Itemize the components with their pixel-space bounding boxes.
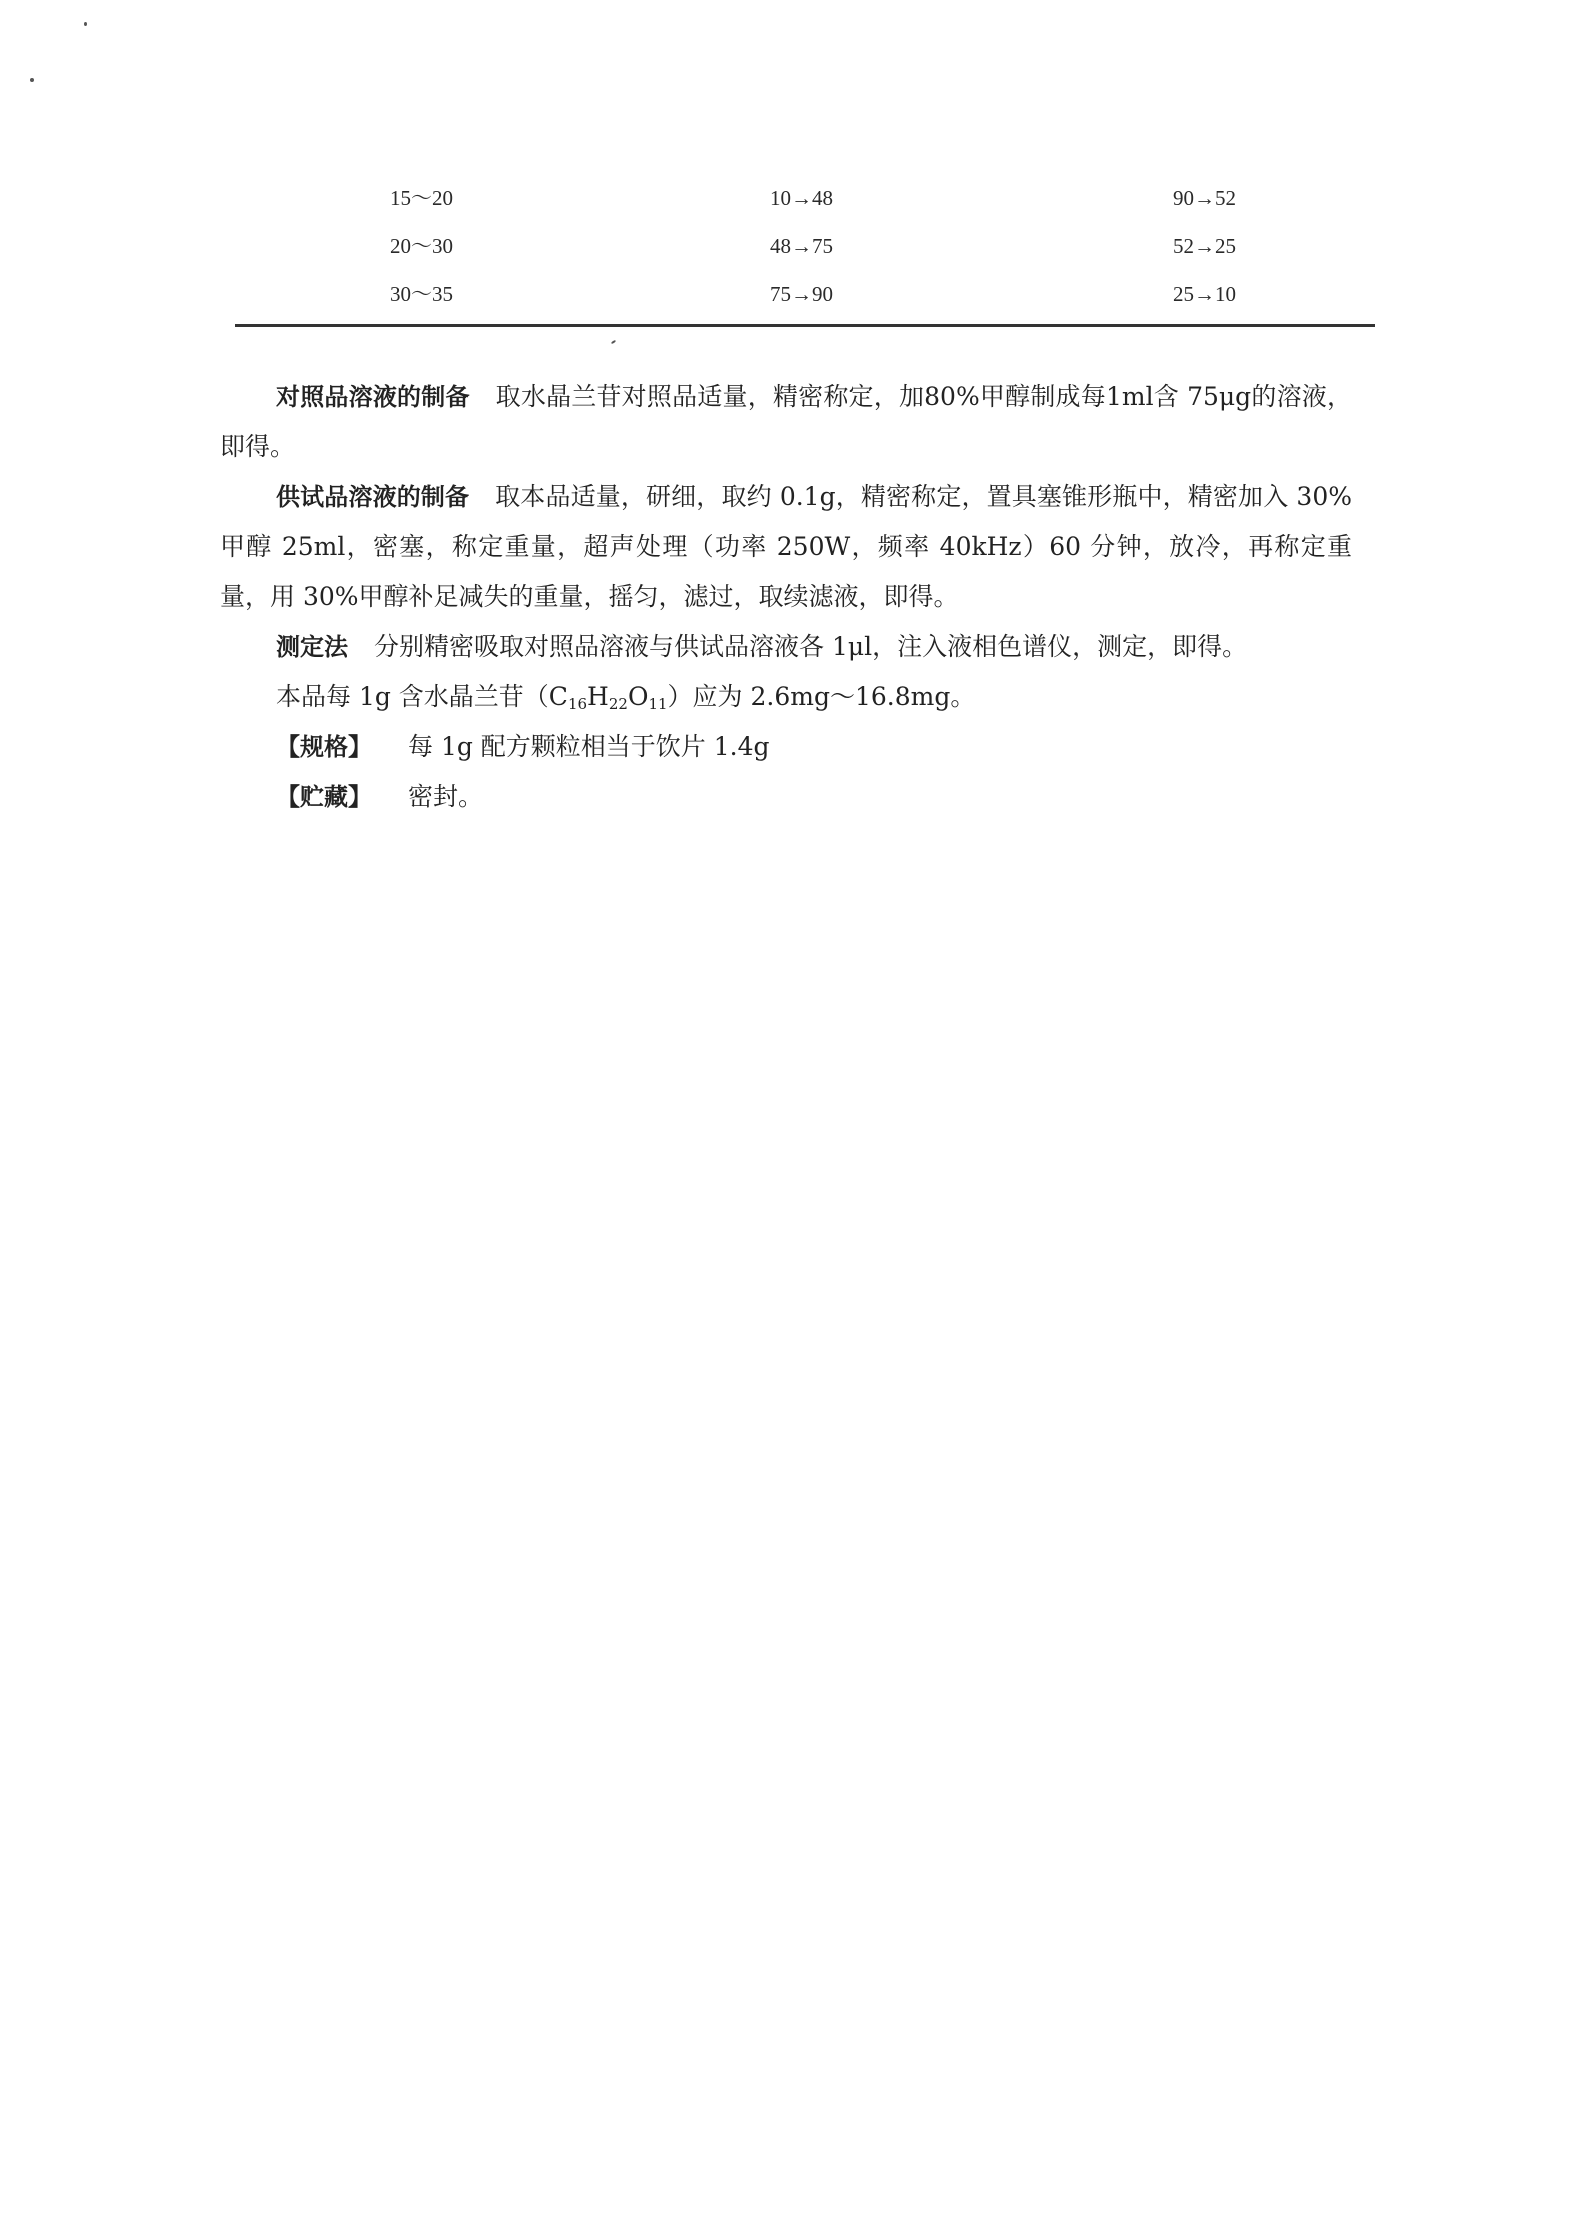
specification-text: 每 1g 配方颗粒相当于饮片 1.4g [408, 732, 770, 761]
time-cell: 20～30 [390, 234, 453, 258]
test-solution-label: 供试品溶液的制备 [276, 483, 470, 511]
time-cell: 15～20 [390, 186, 453, 210]
content-limit-prefix: 本品每 1g 含水晶兰苷（C [276, 682, 568, 711]
test-solution-text: 取本品适量，研细，取约 0.1g，精密称定，置具塞锥形瓶中，精密加入 30%甲醇 25ml，密塞，称定重量，超声处理（功率 250W，频率 40kHz）60 分钟，放冷，再称定重量，用 30%甲醇补足减失的重量，摇匀，滤过，取续滤液，即得。 [220, 482, 1352, 611]
formula-subscript: 22 [608, 695, 628, 713]
phase-b-cell: 90→52 [1173, 186, 1236, 210]
storage-paragraph [220, 772, 1352, 822]
table-row [235, 274, 1375, 324]
phase-b-cell: 52→25 [1173, 234, 1236, 258]
gradient-table [235, 178, 1375, 327]
scan-speck [611, 340, 616, 345]
method-text [220, 372, 1352, 822]
reference-solution-text: 取水晶兰苷对照品适量，精密称定，加80%甲醇制成每1ml含 75μg的溶液，即得。 [220, 382, 1353, 461]
reference-solution-paragraph [220, 372, 1352, 472]
phase-a-cell: 48→75 [770, 234, 833, 258]
content-limit-suffix: ）应为 2.6mg～16.8mg。 [667, 682, 976, 711]
phase-a-cell: 75→90 [770, 282, 833, 306]
time-cell: 30～35 [390, 282, 453, 306]
scan-speck [30, 78, 34, 82]
determination-paragraph [220, 622, 1352, 672]
determination-label: 测定法 [276, 633, 348, 661]
phase-a-cell: 10→48 [770, 186, 833, 210]
specification-label: 【规格】 [276, 733, 372, 761]
formula-part: O [627, 682, 649, 711]
phase-b-cell: 25→10 [1173, 282, 1236, 306]
test-solution-paragraph [220, 472, 1352, 622]
specification-paragraph [220, 722, 1352, 772]
scan-speck [84, 22, 87, 26]
table-row [235, 178, 1375, 226]
formula-subscript: 11 [648, 695, 668, 713]
formula-subscript: 16 [567, 695, 588, 713]
reference-solution-label: 对照品溶液的制备 [276, 383, 470, 411]
table-row [235, 226, 1375, 274]
determination-text: 分别精密吸取对照品溶液与供试品溶液各 1μl，注入液相色谱仪，测定，即得。 [374, 632, 1248, 661]
storage-label: 【贮藏】 [276, 783, 372, 811]
storage-text: 密封。 [408, 782, 484, 811]
content-limit-paragraph [220, 672, 1352, 722]
formula-part: H [587, 682, 609, 711]
